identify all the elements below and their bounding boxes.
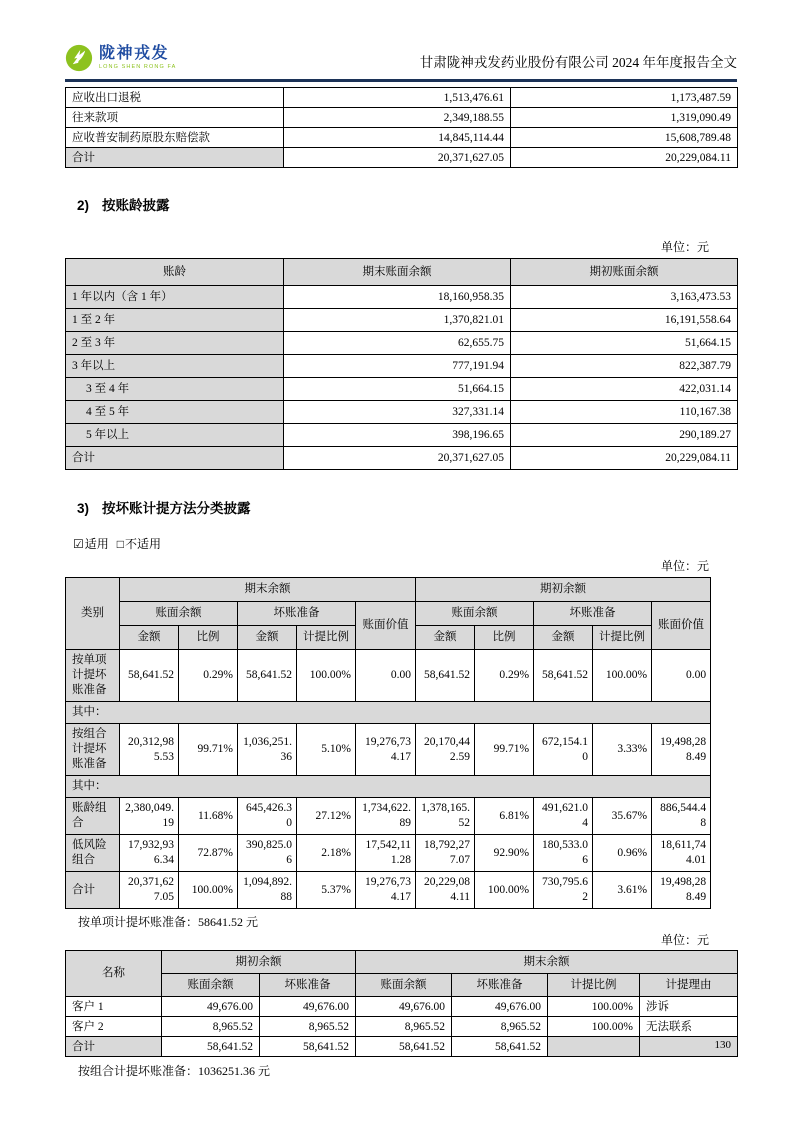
brand-logo [65, 44, 176, 72]
amount-cell: 18,611,744.01 [652, 835, 711, 872]
column-header: 期初余额 [416, 578, 711, 602]
table-row [66, 835, 711, 872]
single-provision-note: 按单项计提坏账准备：58641.52 元 [78, 915, 259, 929]
individual-provision-table [65, 950, 738, 1057]
section-heading-aging [65, 194, 737, 214]
table-row-total [66, 872, 711, 909]
amount-cell: 8,965.52 [162, 1017, 260, 1037]
amount-cell: 100.00% [297, 650, 356, 702]
amount-cell: 8,965.52 [260, 1017, 356, 1037]
column-header: 账面余额 [120, 602, 238, 626]
amount-cell: 49,676.00 [162, 997, 260, 1017]
amount-cell: 58,641.52 [452, 1037, 548, 1057]
column-header: 期末账面余额 [284, 259, 511, 286]
amount-cell: 1,094,892.88 [238, 872, 297, 909]
amount-cell: 1,319,090.49 [511, 108, 738, 128]
amount-cell: 491,621.04 [534, 798, 593, 835]
column-header: 坏账准备 [452, 974, 548, 997]
column-header: 坏账准备 [238, 602, 356, 626]
amount-cell: 49,676.00 [356, 997, 452, 1017]
amount-cell: 1,734,622.89 [356, 798, 416, 835]
column-header: 坏账准备 [534, 602, 652, 626]
table-row [66, 650, 711, 702]
column-header: 账面余额 [416, 602, 534, 626]
table-row [66, 1017, 738, 1037]
column-header: 坏账准备 [260, 974, 356, 997]
row-label: 应收普安制药原股东赔偿款 [66, 128, 284, 148]
aging-table [65, 258, 738, 470]
amount-cell: 99.71% [475, 724, 534, 776]
amount-cell: 99.71% [179, 724, 238, 776]
amount-cell: 35.67% [593, 798, 652, 835]
table-header-row [66, 578, 711, 602]
amount-cell: 14,845,114.44 [284, 128, 511, 148]
table-row [66, 424, 738, 447]
customer-name-cell: 客户 2 [66, 1017, 162, 1037]
amount-cell: 58,641.52 [416, 650, 475, 702]
amount-cell: 100.00% [548, 997, 640, 1017]
customer-name-cell: 合计 [66, 1037, 162, 1057]
amount-cell: 2.18% [297, 835, 356, 872]
amount-cell: 20,229,084.11 [511, 148, 738, 168]
checkbox-unchecked-icon: □ [116, 537, 125, 551]
customer-name-cell: 客户 1 [66, 997, 162, 1017]
amount-cell: 1,370,821.01 [284, 309, 511, 332]
section-title: 按坏账计提方法分类披露 [102, 501, 251, 516]
amount-cell: 16,191,558.64 [511, 309, 738, 332]
amount-cell: 327,331.14 [284, 401, 511, 424]
brand-name: 陇神戎发 [99, 44, 170, 62]
aging-label: 5 年以上 [66, 424, 284, 447]
amount-cell: 8,965.52 [452, 1017, 548, 1037]
category-cell: 按组合计提坏账准备 [66, 724, 120, 776]
page-header [65, 44, 737, 82]
unit-label: 单位：元 [660, 240, 709, 254]
amount-cell: 5.37% [297, 872, 356, 909]
table-row [66, 798, 711, 835]
row-label: 合计 [66, 148, 284, 168]
table-row [66, 88, 738, 108]
amount-cell: 100.00% [548, 1017, 640, 1037]
table-row [66, 776, 711, 798]
brand-subtitle: LONG SHEN RONG FA [99, 64, 177, 71]
section-number: 2) [77, 198, 90, 213]
applicability-line [65, 535, 737, 552]
amount-cell: 58,641.52 [238, 650, 297, 702]
page-number: 130 [714, 1039, 731, 1051]
section-title: 按账龄披露 [102, 198, 170, 213]
table-row-total [66, 1037, 738, 1057]
amount-cell: 1,513,476.61 [284, 88, 511, 108]
amount-cell: 100.00% [179, 872, 238, 909]
aging-label: 1 至 2 年 [66, 309, 284, 332]
provision-reason-cell: 无法联系 [640, 1017, 738, 1037]
subtotal-row-label: 其中： [66, 776, 711, 798]
amount-cell: 777,191.94 [284, 355, 511, 378]
amount-cell: 3.61% [593, 872, 652, 909]
unit-label: 单位：元 [660, 933, 709, 947]
table-row [66, 401, 738, 424]
column-header: 账龄 [66, 259, 284, 286]
amount-cell: 17,932,936.34 [120, 835, 179, 872]
category-cell: 合计 [66, 872, 120, 909]
amount-cell: 58,641.52 [120, 650, 179, 702]
amount-cell: 398,196.65 [284, 424, 511, 447]
amount-cell: 3,163,473.53 [511, 286, 738, 309]
column-header: 账面余额 [162, 974, 260, 997]
amount-cell: 19,498,288.49 [652, 724, 711, 776]
column-header: 账面价值 [356, 602, 416, 650]
amount-cell: 0.00 [652, 650, 711, 702]
amount-cell: 58,641.52 [356, 1037, 452, 1057]
amount-cell: 49,676.00 [260, 997, 356, 1017]
table-row [66, 378, 738, 401]
amount-cell: 290,189.27 [511, 424, 738, 447]
amount-cell: 19,498,288.49 [652, 872, 711, 909]
column-header: 账面余额 [356, 974, 452, 997]
document-title: 甘肃陇神戎发药业股份有限公司 2024 年年度报告全文 [419, 55, 737, 70]
table-row [66, 702, 711, 724]
amount-cell: 672,154.10 [534, 724, 593, 776]
category-cell: 低风险组合 [66, 835, 120, 872]
amount-cell: 0.00 [356, 650, 416, 702]
section-number: 3) [77, 501, 90, 516]
aging-label: 2 至 3 年 [66, 332, 284, 355]
amount-cell: 19,276,734.17 [356, 872, 416, 909]
column-header: 比例 [179, 626, 238, 650]
subtotal-row-label: 其中： [66, 702, 711, 724]
amount-cell: 1,036,251.36 [238, 724, 297, 776]
amount-cell: 58,641.52 [534, 650, 593, 702]
amount-cell: 645,426.30 [238, 798, 297, 835]
amount-cell: 8,965.52 [356, 1017, 452, 1037]
portfolio-provision-note: 按组合计提坏账准备：1036251.36 元 [78, 1064, 271, 1078]
amount-cell: 62,655.75 [284, 332, 511, 355]
amount-cell: 18,792,277.07 [416, 835, 475, 872]
column-header: 账面价值 [652, 602, 711, 650]
category-cell: 按单项计提坏账准备 [66, 650, 120, 702]
amount-cell: 20,229,084.11 [511, 447, 738, 470]
applicable-label: 适用 [84, 537, 109, 551]
aging-label: 1 年以内（含 1 年） [66, 286, 284, 309]
table-row [66, 108, 738, 128]
table-row-total [66, 447, 738, 470]
amount-cell: 6.81% [475, 798, 534, 835]
column-header: 名称 [66, 951, 162, 997]
amount-cell: 17,542,111.28 [356, 835, 416, 872]
not-applicable-label: 不适用 [125, 537, 162, 551]
table-row [66, 286, 738, 309]
amount-cell: 0.29% [475, 650, 534, 702]
column-header: 期末余额 [356, 951, 738, 974]
amount-cell: 0.29% [179, 650, 238, 702]
column-header: 计提比例 [548, 974, 640, 997]
amount-cell [548, 1037, 640, 1057]
column-header: 计提比例 [593, 626, 652, 650]
table-row [66, 724, 711, 776]
amount-cell: 822,387.79 [511, 355, 738, 378]
table-row-total [66, 148, 738, 168]
table-row [66, 355, 738, 378]
table-header-row [66, 951, 738, 974]
category-cell: 账龄组合 [66, 798, 120, 835]
amount-cell: 58,641.52 [162, 1037, 260, 1057]
aging-label: 3 年以上 [66, 355, 284, 378]
table-header-row [66, 259, 738, 286]
column-header: 期初余额 [162, 951, 356, 974]
amount-cell: 110,167.38 [511, 401, 738, 424]
aging-label: 合计 [66, 447, 284, 470]
column-header: 金额 [534, 626, 593, 650]
amount-cell: 20,229,084.11 [416, 872, 475, 909]
amount-cell: 27.12% [297, 798, 356, 835]
amount-cell: 0.96% [593, 835, 652, 872]
amount-cell: 20,371,627.05 [284, 447, 511, 470]
amount-cell: 49,676.00 [452, 997, 548, 1017]
amount-cell: 51,664.15 [511, 332, 738, 355]
amount-cell: 58,641.52 [260, 1037, 356, 1057]
row-label: 往来款项 [66, 108, 284, 128]
amount-cell: 100.00% [475, 872, 534, 909]
column-header: 类别 [66, 578, 120, 650]
column-header: 计提比例 [297, 626, 356, 650]
amount-cell: 20,170,442.59 [416, 724, 475, 776]
amount-cell: 886,544.48 [652, 798, 711, 835]
bad-debt-method-table [65, 577, 711, 909]
receivables-breakdown-table [65, 87, 738, 168]
table-row [66, 309, 738, 332]
section-heading-bad-debt-method [65, 497, 737, 517]
amount-cell: 100.00% [593, 650, 652, 702]
table-row [66, 332, 738, 355]
checkbox-checked-icon: ☑ [73, 537, 84, 551]
amount-cell: 15,608,789.48 [511, 128, 738, 148]
amount-cell: 422,031.14 [511, 378, 738, 401]
table-header-row [66, 602, 711, 626]
aging-label: 4 至 5 年 [66, 401, 284, 424]
amount-cell: 20,371,627.05 [120, 872, 179, 909]
amount-cell: 3.33% [593, 724, 652, 776]
column-header: 金额 [120, 626, 179, 650]
unit-label: 单位：元 [660, 559, 709, 573]
amount-cell: 19,276,734.17 [356, 724, 416, 776]
amount-cell: 180,533.06 [534, 835, 593, 872]
amount-cell: 92.90% [475, 835, 534, 872]
table-row [66, 997, 738, 1017]
column-header: 期末余额 [120, 578, 416, 602]
column-header: 比例 [475, 626, 534, 650]
amount-cell: 11.68% [179, 798, 238, 835]
aging-label: 3 至 4 年 [66, 378, 284, 401]
column-header: 金额 [416, 626, 475, 650]
amount-cell: 2,349,188.55 [284, 108, 511, 128]
amount-cell: 5.10% [297, 724, 356, 776]
amount-cell: 20,312,985.53 [120, 724, 179, 776]
amount-cell: 20,371,627.05 [284, 148, 511, 168]
column-header: 期初账面余额 [511, 259, 738, 286]
brand-logo-icon [65, 44, 93, 72]
column-header: 计提理由 [640, 974, 738, 997]
amount-cell: 72.87% [179, 835, 238, 872]
amount-cell: 390,825.06 [238, 835, 297, 872]
amount-cell: 18,160,958.35 [284, 286, 511, 309]
table-row [66, 128, 738, 148]
amount-cell: 1,378,165.52 [416, 798, 475, 835]
amount-cell: 2,380,049.19 [120, 798, 179, 835]
amount-cell: 1,173,487.59 [511, 88, 738, 108]
amount-cell: 730,795.62 [534, 872, 593, 909]
column-header: 金额 [238, 626, 297, 650]
amount-cell: 51,664.15 [284, 378, 511, 401]
row-label: 应收出口退税 [66, 88, 284, 108]
table-header-row [66, 974, 738, 997]
provision-reason-cell: 涉诉 [640, 997, 738, 1017]
